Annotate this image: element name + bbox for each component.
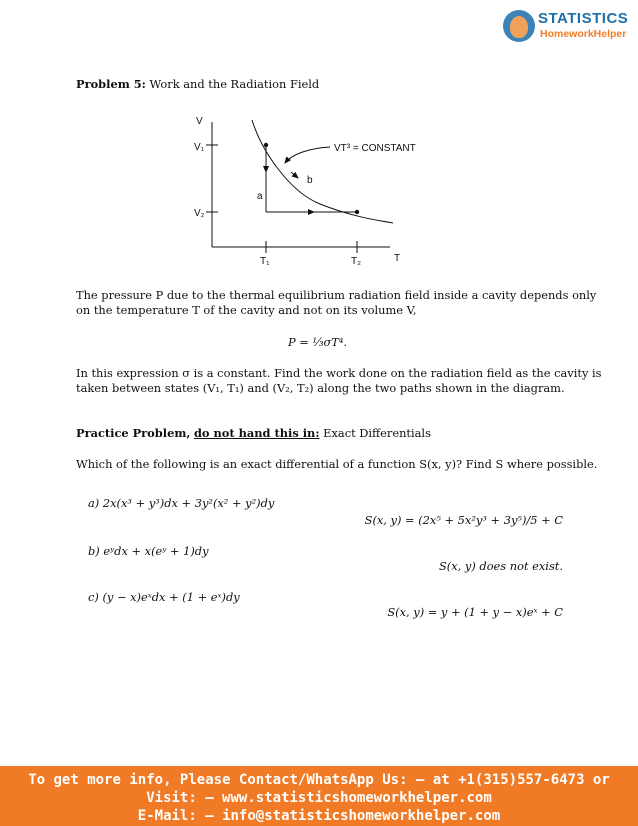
body-line-1: The pressure P due to the thermal equilibrium radiation field inside a cavity depends only xyxy=(76,288,597,302)
logo-badge-icon xyxy=(503,10,535,42)
logo-brand-top: STATISTICS xyxy=(538,10,629,27)
item-a-expression: a) 2x(x³ + y³)dx + 3y²(x² + y²)dy xyxy=(88,496,275,510)
vt-diagram xyxy=(190,112,430,270)
brand-logo xyxy=(503,8,635,44)
item-b-expression: b) eʸdx + x(eʸ + 1)dy xyxy=(88,544,209,558)
path-a-label: a xyxy=(257,191,263,202)
isentrope-curve xyxy=(252,120,393,223)
body-line-4: taken between states (V₁, T₁) and (V₂, T₂) along the two paths shown in the diagram. xyxy=(76,381,565,395)
item-c-answer: S(x, y) = y + (1 + y − x)eˣ + C xyxy=(387,605,563,619)
item-b-answer: S(x, y) does not exist. xyxy=(438,559,563,573)
t1-label: T₁ xyxy=(260,256,270,267)
item-a-answer: S(x, y) = (2x⁵ + 5x²y³ + 3y⁵)/5 + C xyxy=(364,513,563,527)
v2-label: V₂ xyxy=(194,208,205,219)
problem-5-label: Problem 5: xyxy=(76,77,146,91)
footer-website-link[interactable]: Visit: – www.statisticshomeworkhelper.com xyxy=(146,790,492,806)
v-axis-label: V xyxy=(196,116,203,127)
contact-footer xyxy=(0,766,638,826)
practice-question: Which of the following is an exact differential of a function S(x, y)? Find S where possible. xyxy=(76,457,598,471)
practice-label: Practice Problem, xyxy=(76,426,191,440)
body-line-3: In this expression σ is a constant. Find the work done on the radiation field as the cavity is xyxy=(76,366,602,380)
problem-5-title: Work and the Radiation Field xyxy=(149,77,320,91)
footer-email-link[interactable]: E-Mail: – info@statisticshomeworkhelper.com xyxy=(137,808,501,824)
t2-label: T₂ xyxy=(351,256,361,267)
practice-title: Exact Differentials xyxy=(323,426,431,440)
practice-warning: do not hand this in: xyxy=(193,426,320,440)
item-c-expression: c) (y − x)eˣdx + (1 + eˣ)dy xyxy=(88,590,240,604)
practice-heading xyxy=(76,425,431,441)
pressure-equation: P = ⅓σT⁴. xyxy=(288,335,348,349)
logo-brand-bottom: HomeworkHelper xyxy=(540,28,627,40)
curve-label-pointer xyxy=(285,147,330,163)
curve-label: VT³ = CONSTANT xyxy=(334,143,416,154)
state-2-point xyxy=(355,210,359,214)
footer-contact-line: To get more info, Please Contact/WhatsApp Us: – at +1(315)557-6473 or xyxy=(28,772,610,788)
body-line-2: on the temperature T of the cavity and not on its volume V, xyxy=(76,303,417,317)
path-b-label: b xyxy=(307,175,313,186)
state-1-point xyxy=(264,143,268,147)
t-axis-label: T xyxy=(394,253,401,264)
problem-5-heading xyxy=(76,76,319,92)
v1-label: V₁ xyxy=(194,142,205,153)
